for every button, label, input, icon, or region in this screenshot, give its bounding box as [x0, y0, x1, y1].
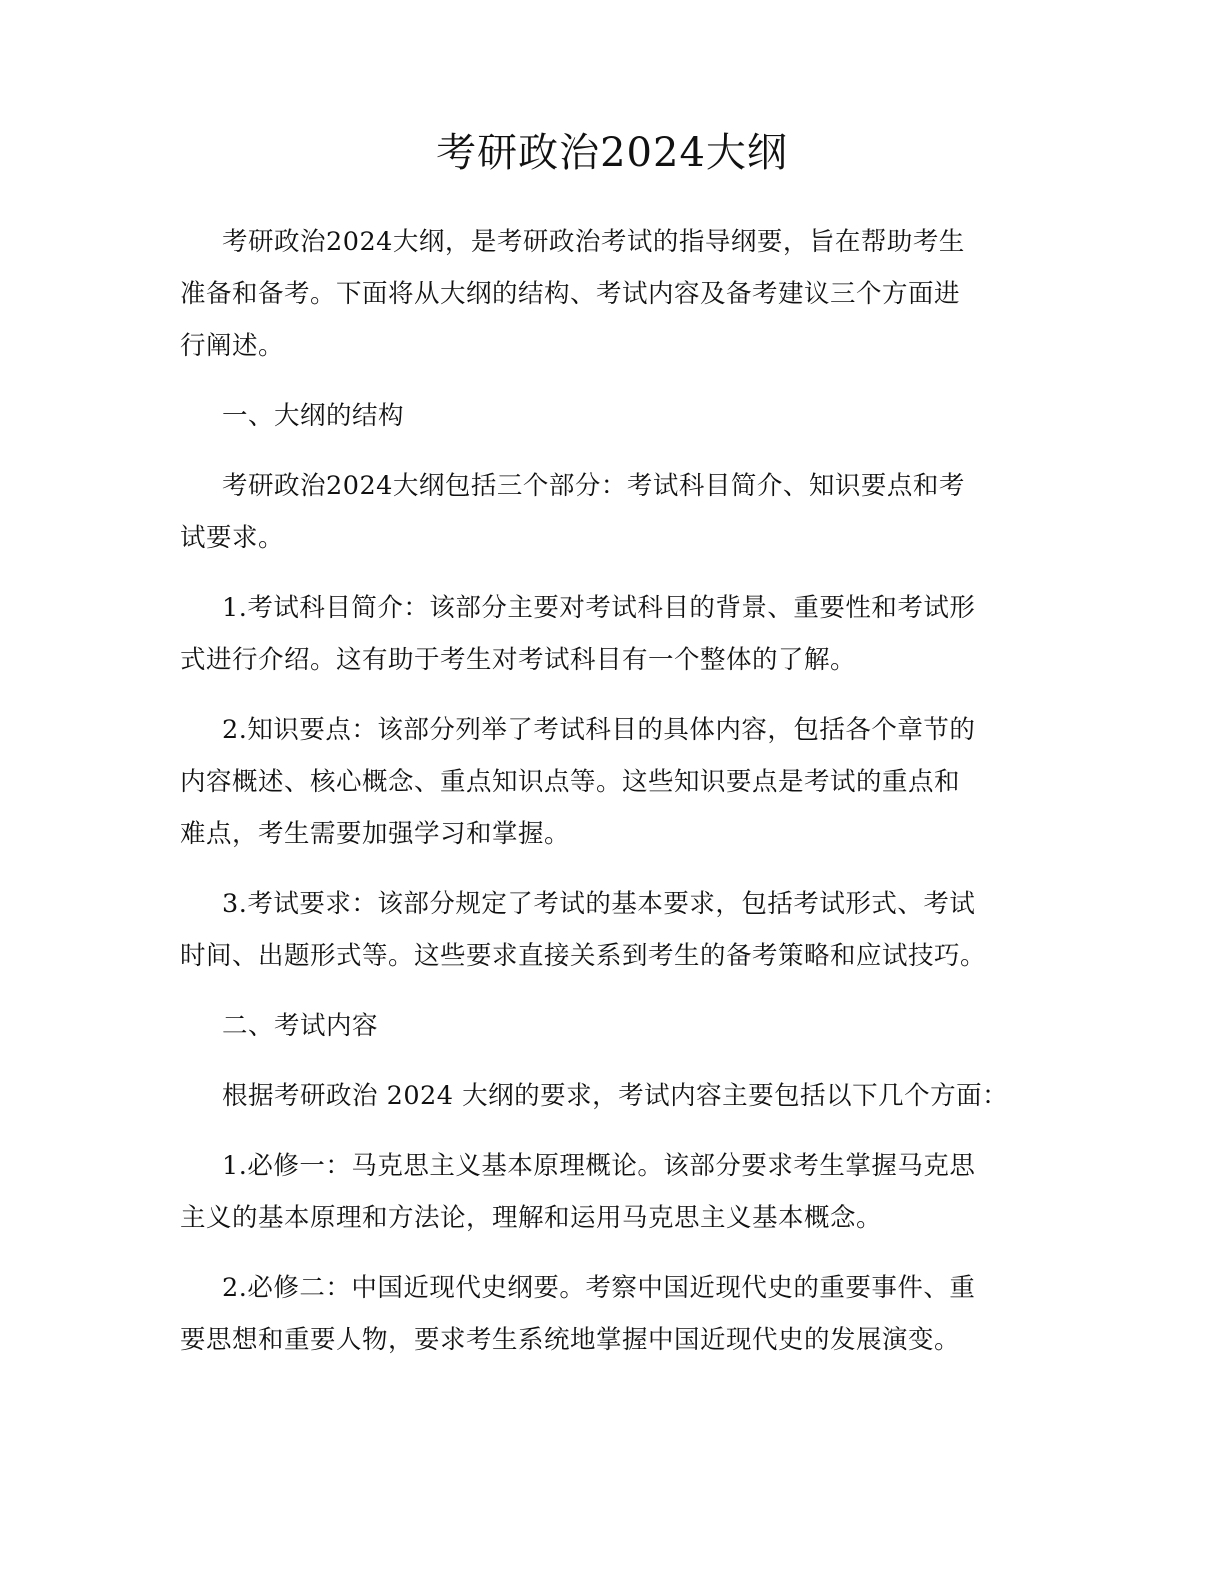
document-title: 考研政治2024大纲	[436, 130, 788, 176]
paragraph-line: 内容概述、核心概念、重点知识点等。这些知识要点是考试的重点和	[180, 767, 961, 797]
paragraph	[180, 1000, 1060, 1052]
paragraph	[180, 1070, 1060, 1122]
paragraph-line: 考研政治2024大纲包括三个部分：考试科目简介、知识要点和考	[222, 471, 965, 501]
paragraph-line: 行阐述。	[180, 331, 285, 361]
paragraph	[180, 1140, 1060, 1244]
paragraph-line: 式进行介绍。这有助于考生对考试科目有一个整体的了解。	[180, 645, 857, 675]
paragraph-line: 根据考研政治 2024 大纲的要求，考试内容主要包括以下几个方面：	[222, 1081, 1009, 1111]
paragraph	[180, 460, 1060, 564]
paragraph-line: 2.必修二：中国近现代史纲要。考察中国近现代史的重要事件、重	[222, 1273, 976, 1303]
paragraph-line: 一、大纲的结构	[222, 401, 405, 431]
paragraph-line: 1.考试科目简介：该部分主要对考试科目的背景、重要性和考试形	[222, 593, 976, 623]
paragraph-line: 难点，考生需要加强学习和掌握。	[180, 819, 571, 849]
paragraph-line: 时间、出题形式等。这些要求直接关系到考生的备考策略和应试技巧。	[180, 941, 987, 971]
paragraph	[180, 1262, 1060, 1366]
paragraph-line: 3.考试要求：该部分规定了考试的基本要求，包括考试形式、考试	[222, 889, 976, 919]
paragraph	[180, 390, 1060, 442]
paragraph-line: 1.必修一：马克思主义基本原理概论。该部分要求考生掌握马克思	[222, 1151, 976, 1181]
paragraph	[180, 704, 1060, 860]
paragraph-line: 2.知识要点：该部分列举了考试科目的具体内容，包括各个章节的	[222, 715, 976, 745]
paragraph	[180, 582, 1060, 686]
paragraph-line: 考研政治2024大纲，是考研政治考试的指导纲要，旨在帮助考生	[222, 227, 965, 257]
paragraph-line: 要思想和重要人物，要求考生系统地掌握中国近现代史的发展演变。	[180, 1325, 961, 1355]
paragraph-line: 主义的基本原理和方法论，理解和运用马克思主义基本概念。	[180, 1203, 883, 1233]
paragraph-line: 准备和备考。下面将从大纲的结构、考试内容及备考建议三个方面进	[180, 279, 961, 309]
document-body	[180, 216, 1060, 1384]
paragraph-line: 试要求。	[180, 523, 285, 553]
paragraph	[180, 878, 1060, 982]
paragraph	[180, 216, 1060, 372]
paragraph-line: 二、考试内容	[222, 1011, 379, 1041]
